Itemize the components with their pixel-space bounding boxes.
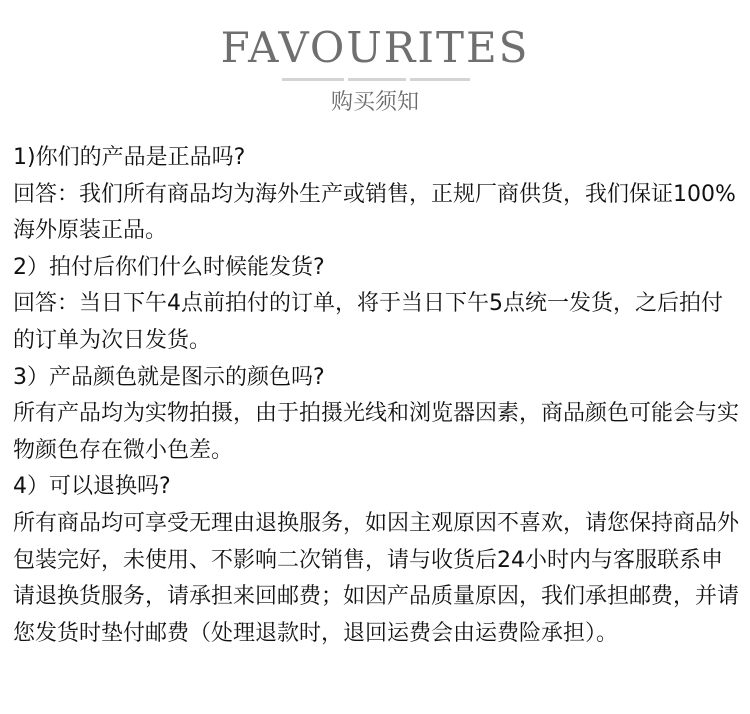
faq-answer: 所有产品均为实物拍摄，由于拍摄光线和浏览器因素，商品颜色可能会与实物颜色存在微小色差。 xyxy=(13,401,740,463)
faq-question: 4）可以退换吗? xyxy=(13,474,171,500)
header xyxy=(0,0,750,130)
divider-segment xyxy=(348,78,406,81)
faq-answer: 所有商品均可享受无理由退换服务，如因主观原因不喜欢，请您保持商品外包装完好，未使用、不影响二次销售，请与收货后24小时内与客服联系申请退换货服务，请承担来回邮费；如因产品质量原因，我们承担邮费，并请您发货时垫付邮费（处理退款时，退回运费会由运费险承担）。 xyxy=(13,510,740,646)
divider-segment xyxy=(282,78,344,81)
divider-segment xyxy=(410,78,470,81)
faq-question: 2）拍付后你们什么时候能发货? xyxy=(13,254,325,280)
faq-answer: 回答：我们所有商品均为海外生产或销售，正规厂商供货，我们保证100%海外原装正品。 xyxy=(13,181,736,244)
faq-list xyxy=(13,140,739,652)
faq-question: 3）产品颜色就是图示的颜色吗? xyxy=(13,364,325,390)
brand-title: FAVOURITES xyxy=(220,23,530,72)
faq-answer: 回答：当日下午4点前拍付的订单，将于当日下午5点统一发货，之后拍付的订单为次日发货。 xyxy=(13,291,723,353)
page-subtitle: 购买须知 xyxy=(330,90,419,115)
faq-question: 1)你们的产品是正品吗? xyxy=(13,145,246,170)
